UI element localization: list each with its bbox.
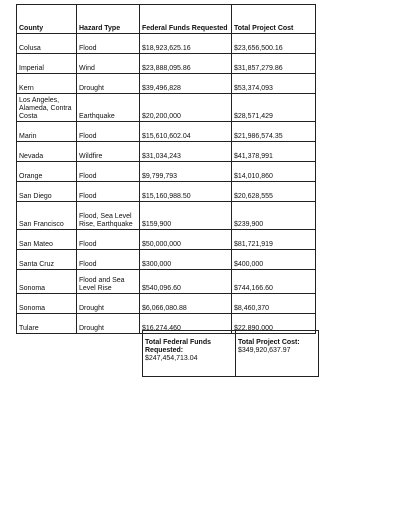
cell-county: San Francisco — [17, 202, 77, 230]
cell-county: Kern — [17, 74, 77, 94]
totals-table — [142, 330, 319, 377]
cell-total-project-cost: $744,166.60 — [232, 270, 316, 294]
header-federal-funds: Federal Funds Requested — [140, 5, 232, 34]
header-total-project-cost: Total Project Cost — [232, 5, 316, 34]
cell-total-project-cost: $20,628,555 — [232, 182, 316, 202]
total-project-cost-cell — [236, 331, 319, 377]
cell-federal-funds: $16,274,460 — [140, 314, 232, 334]
cell-hazard-type: Wind — [77, 54, 140, 74]
cell-federal-funds: $23,888,095.86 — [140, 54, 232, 74]
table-row — [17, 294, 316, 314]
cell-hazard-type: Flood and Sea Level Rise — [77, 270, 140, 294]
cell-county: Nevada — [17, 142, 77, 162]
cell-federal-funds: $20,200,000 — [140, 94, 232, 122]
table-row — [17, 270, 316, 294]
cell-federal-funds: $15,160,988.50 — [140, 182, 232, 202]
total-federal-funds-label: Total Federal Funds Requested: — [145, 339, 211, 354]
cell-total-project-cost: $8,460,370 — [232, 294, 316, 314]
header-county: County — [17, 5, 77, 34]
table-row — [17, 162, 316, 182]
cell-hazard-type: Earthquake — [77, 94, 140, 122]
cell-county: Sonoma — [17, 270, 77, 294]
cell-county: San Mateo — [17, 230, 77, 250]
cell-county: Colusa — [17, 34, 77, 54]
cell-county: San Diego — [17, 182, 77, 202]
cell-hazard-type: Drought — [77, 294, 140, 314]
cell-federal-funds: $39,496,828 — [140, 74, 232, 94]
cell-hazard-type: Flood — [77, 182, 140, 202]
cell-total-project-cost: $22,890,000 — [232, 314, 316, 334]
cell-county: Orange — [17, 162, 77, 182]
cell-county: Marin — [17, 122, 77, 142]
cell-hazard-type: Flood — [77, 250, 140, 270]
cell-federal-funds: $15,610,602.04 — [140, 122, 232, 142]
cell-federal-funds: $9,799,793 — [140, 162, 232, 182]
cell-hazard-type: Flood — [77, 34, 140, 54]
cell-federal-funds: $159,900 — [140, 202, 232, 230]
table-row — [17, 142, 316, 162]
cell-federal-funds: $18,923,625.16 — [140, 34, 232, 54]
cell-total-project-cost: $81,721,919 — [232, 230, 316, 250]
table-row — [17, 94, 316, 122]
cell-county: Sonoma — [17, 294, 77, 314]
cell-total-project-cost: $21,986,574.35 — [232, 122, 316, 142]
header-hazard-type: Hazard Type — [77, 5, 140, 34]
table-row — [17, 54, 316, 74]
cell-total-project-cost: $23,656,500.16 — [232, 34, 316, 54]
cell-hazard-type: Flood, Sea Level Rise, Earthquake — [77, 202, 140, 230]
cell-hazard-type: Wildfire — [77, 142, 140, 162]
cell-total-project-cost: $239,900 — [232, 202, 316, 230]
cell-hazard-type: Drought — [77, 314, 140, 334]
cell-hazard-type: Flood — [77, 162, 140, 182]
hazard-funding-table — [16, 4, 316, 334]
total-project-cost-value: $349,920,637.97 — [238, 347, 291, 354]
cell-hazard-type: Flood — [77, 122, 140, 142]
cell-total-project-cost: $31,857,279.86 — [232, 54, 316, 74]
total-project-cost-label: Total Project Cost: — [238, 339, 300, 346]
cell-county: Imperial — [17, 54, 77, 74]
table-row — [17, 230, 316, 250]
cell-hazard-type: Drought — [77, 74, 140, 94]
cell-federal-funds: $300,000 — [140, 250, 232, 270]
cell-county: Santa Cruz — [17, 250, 77, 270]
cell-total-project-cost: $53,374,093 — [232, 74, 316, 94]
cell-federal-funds: $540,096.60 — [140, 270, 232, 294]
table-row — [17, 34, 316, 54]
cell-federal-funds: $50,000,000 — [140, 230, 232, 250]
cell-county: Tulare — [17, 314, 77, 334]
cell-total-project-cost: $14,010,860 — [232, 162, 316, 182]
table-row — [17, 122, 316, 142]
totals-row — [143, 331, 319, 377]
table-row — [17, 202, 316, 230]
table-row — [17, 182, 316, 202]
cell-federal-funds: $31,034,243 — [140, 142, 232, 162]
table-header-row — [17, 5, 316, 34]
table-row — [17, 250, 316, 270]
total-federal-funds-cell — [143, 331, 236, 377]
cell-county: Los Angeles, Alameda, Contra Costa — [17, 94, 77, 122]
table-row — [17, 74, 316, 94]
cell-total-project-cost: $41,378,991 — [232, 142, 316, 162]
cell-hazard-type: Flood — [77, 230, 140, 250]
cell-total-project-cost: $28,571,429 — [232, 94, 316, 122]
total-federal-funds-value: $247,454,713.04 — [145, 355, 198, 362]
cell-federal-funds: $6,066,080.88 — [140, 294, 232, 314]
cell-total-project-cost: $400,000 — [232, 250, 316, 270]
